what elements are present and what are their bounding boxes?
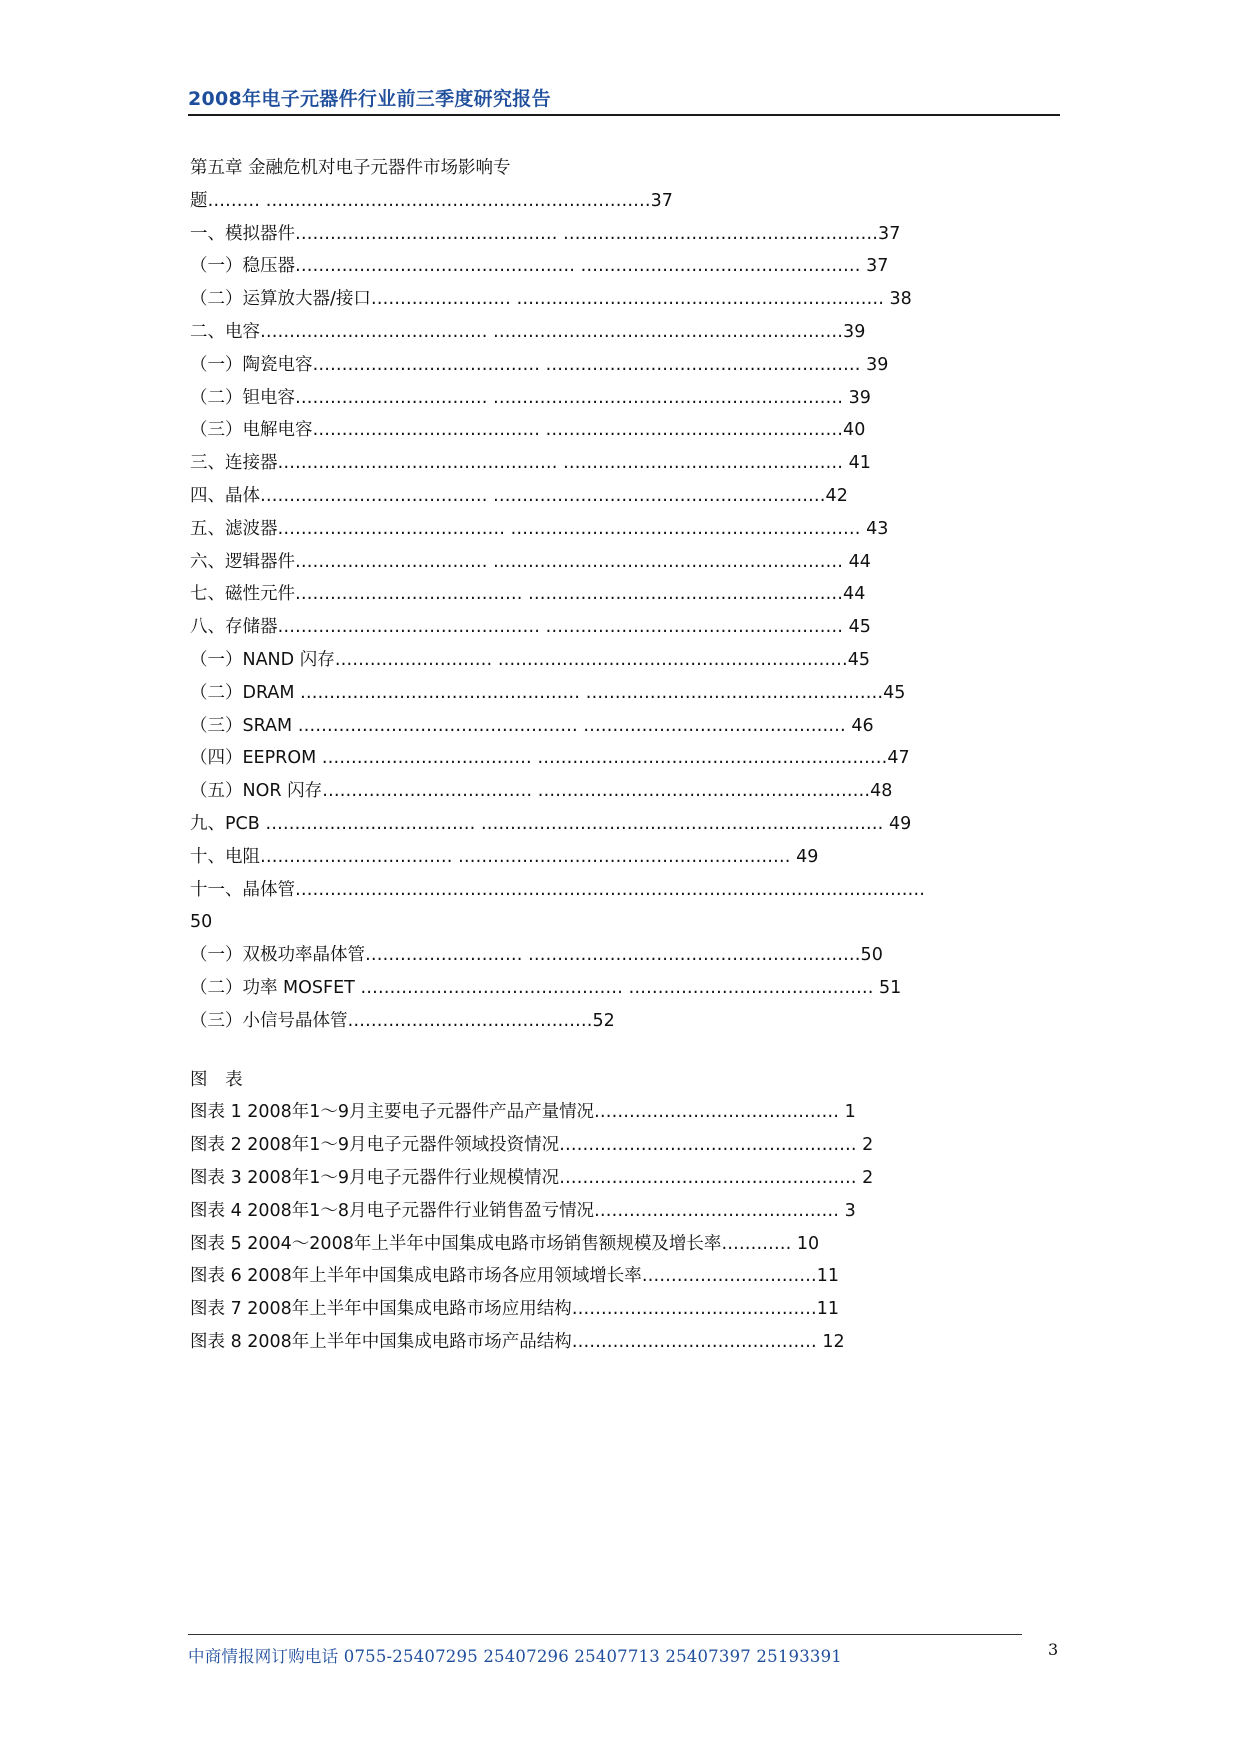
toc-entry: （一）陶瓷电容………………………………… ……………………………………………… 39 [190, 354, 889, 375]
toc-entry: （一）稳压器………………………………………… ………………………………………… 37 [190, 256, 889, 277]
toc-entry: 二、电容………………………………… ……………………………………………………39 [190, 321, 866, 342]
toc-entry: （三）电解电容………………………………… ……………………………………………40 [190, 420, 866, 441]
figure-entry: 图表 3 2008年1～9月电子元器件行业规模情况…………………………………………… 2 [190, 1167, 874, 1188]
toc-entry: 八、存储器……………………………………… …………………………………………… 45 [190, 617, 871, 638]
figure-entry: 图表 2 2008年1～9月电子元器件领域投资情况…………………………………………… 2 [190, 1135, 874, 1156]
toc-entry: （二）功率 MOSFET ……………………………………… …………………………………… 51 [190, 977, 902, 998]
toc-entry: 三、连接器………………………………………… ………………………………………… 41 [190, 453, 871, 474]
page-footer [188, 1634, 1022, 1667]
toc-entry: 50 [190, 912, 213, 933]
figure-entry: 图表 6 2008年上半年中国集成电路市场各应用领域增长率…………………………11 [190, 1266, 840, 1287]
figures-heading: 图 表 [190, 1069, 249, 1090]
toc-entry: （三）SRAM ………………………………………… ……………………………………… 46 [190, 715, 874, 736]
toc-entry: 七、磁性元件………………………………… ………………………………………………44 [190, 584, 866, 605]
toc-entry: （二）运算放大器/接口…………………… ……………………………………………………… 38 [190, 289, 912, 310]
toc-entry: 一、模拟器件……………………………………… ………………………………………………37 [190, 223, 901, 244]
toc-entry: 十一、晶体管……………………………………………………………………………………………… [190, 879, 925, 900]
toc-entry: 九、PCB ……………………………… …………………………………………………………… 49 [190, 813, 912, 834]
toc-entry: 十、电阻…………………………… ………………………………………………… 49 [190, 846, 819, 867]
page-header [188, 86, 1060, 116]
toc-entry: （三）小信号晶体管……………………………………52 [190, 1010, 615, 1031]
figure-entry: 图表 7 2008年上半年中国集成电路市场应用结构……………………………………11 [190, 1299, 840, 1320]
toc-entry: （一）双极功率晶体管……………………… …………………………………………………50 [190, 945, 883, 966]
toc-entry: （二）钽电容…………………………… …………………………………………………… 39 [190, 387, 871, 408]
toc-entry: （四）EEPROM ……………………………… ……………………………………………………47 [190, 748, 910, 769]
report-title: 2008年电子元器件行业前三季度研究报告 [188, 88, 551, 110]
figure-entry: 图表 1 2008年1～9月主要电子元器件产品产量情况…………………………………… 1 [190, 1102, 856, 1123]
figure-entry: 图表 4 2008年1～8月电子元器件行业销售盈亏情况…………………………………… 3 [190, 1200, 856, 1221]
toc-entry: 题……… …………………………………………………………37 [190, 190, 673, 211]
figure-entry: 图表 8 2008年上半年中国集成电路市场产品结构…………………………………… 12 [190, 1331, 845, 1352]
toc-entry: （二）DRAM ………………………………………… ……………………………………………45 [190, 682, 906, 703]
toc-entry: 四、晶体………………………………… …………………………………………………42 [190, 485, 848, 506]
page-number: 3 [1048, 1640, 1059, 1659]
table-of-contents [190, 152, 1060, 1359]
toc-entry: 六、逻辑器件…………………………… …………………………………………………… 44 [190, 551, 871, 572]
toc-entry: 五、滤波器………………………………… …………………………………………………… 43 [190, 518, 889, 539]
toc-entry: 第五章 金融危机对电子元器件市场影响专 [190, 158, 511, 178]
figure-entry: 图表 5 2004～2008年上半年中国集成电路市场销售额规模及增长率………… 10 [190, 1233, 820, 1254]
toc-entry: （五）NOR 闪存……………………………… …………………………………………………48 [190, 781, 893, 802]
toc-entry: （一）NAND 闪存……………………… ……………………………………………………45 [190, 649, 871, 670]
order-phone: 中商情报网订购电话 0755-25407295 25407296 25407713 25407397 25193391 [188, 1647, 843, 1666]
